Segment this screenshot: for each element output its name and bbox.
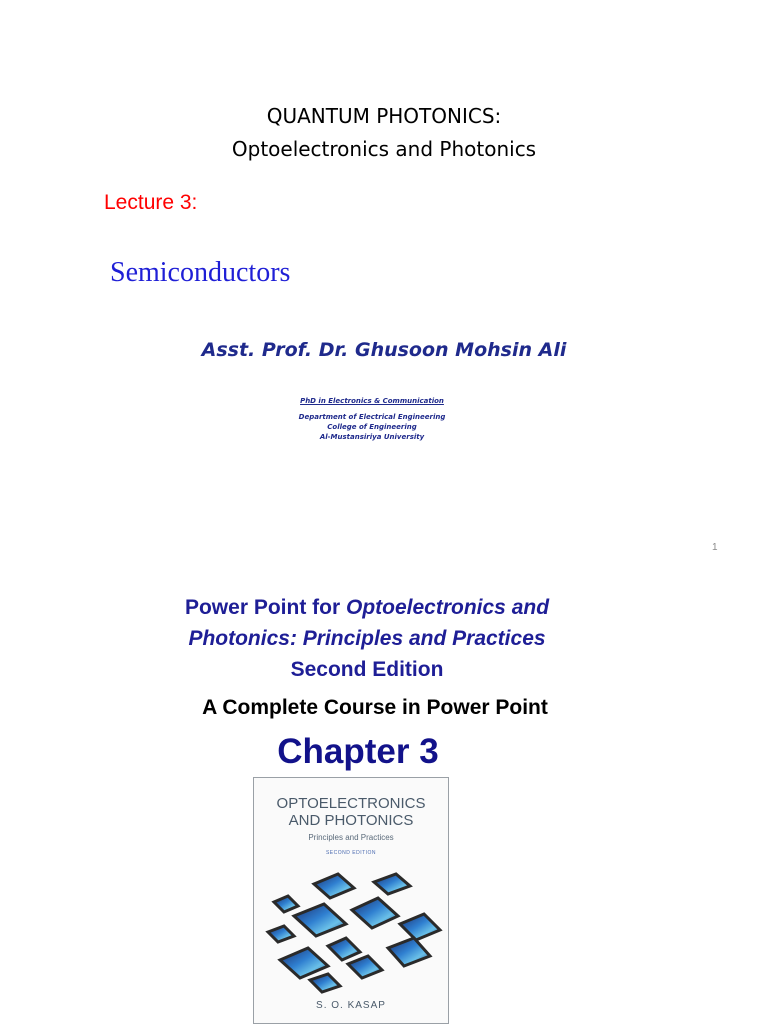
- cover-title-line-1: OPTOELECTRONICS: [276, 795, 426, 812]
- title-subtitle: Optoelectronics and Photonics: [231, 137, 537, 161]
- chip: [274, 896, 298, 912]
- author-name: Asst. Prof. Dr. Ghusoon Mohsin Ali: [201, 339, 567, 361]
- powerpoint-line-1: [0, 595, 734, 621]
- powerpoint-line-2: [0, 626, 734, 652]
- book-title-part-2: Photonics: Principles and Practices: [188, 627, 546, 650]
- chapter-heading: Chapter 3: [277, 732, 439, 771]
- chip: [348, 956, 382, 978]
- chip: [400, 914, 440, 940]
- chip: [314, 874, 354, 898]
- cover-subtitle: Principles and Practices: [308, 833, 394, 842]
- powerpoint-prefix: Power Point for: [184, 596, 346, 619]
- book-cover: [253, 777, 449, 1024]
- cover-edition: SECOND EDITION: [325, 850, 377, 856]
- edition-label: Second Edition: [290, 658, 444, 681]
- author-department: Department of Electrical Engineering: [298, 413, 446, 421]
- slide-2: [0, 572, 768, 1024]
- chip: [352, 898, 398, 928]
- chip: [328, 938, 360, 960]
- book-title-part-1: Optoelectronics and: [345, 596, 550, 619]
- chip: [294, 904, 346, 936]
- lecture-label: Lecture 3:: [104, 191, 198, 214]
- author-college: College of Engineering: [327, 423, 417, 431]
- author-university: Al-Mustansiriya University: [319, 433, 425, 441]
- cover-sensor-chips-illustration: [254, 864, 448, 996]
- course-label: A Complete Course in Power Point: [202, 696, 548, 719]
- chip: [388, 938, 430, 966]
- topic-heading: Semiconductors: [110, 257, 291, 288]
- slide-number: 1: [712, 542, 718, 553]
- chip-group: [268, 874, 440, 992]
- cover-author: S. O. KASAP: [316, 1000, 386, 1011]
- title-main: QUANTUM PHOTONICS:: [266, 104, 502, 128]
- chip: [280, 948, 328, 978]
- author-degree: PhD in Electronics & Communication: [300, 397, 444, 405]
- chip: [310, 974, 340, 992]
- chip: [374, 874, 410, 894]
- cover-title-line-2: AND PHOTONICS: [288, 812, 414, 829]
- chip: [268, 926, 294, 942]
